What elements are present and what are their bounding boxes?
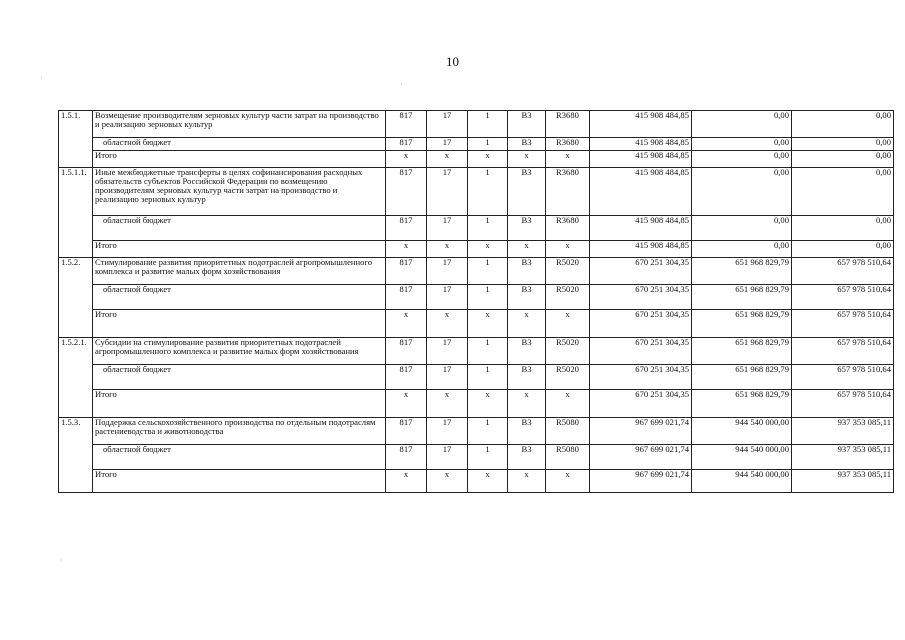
classification-code-c2: 17 bbox=[427, 365, 468, 390]
amount-v1: 670 251 304,35 bbox=[590, 310, 692, 338]
item-name: областной бюджет bbox=[93, 285, 386, 310]
item-code: 1.5.3. bbox=[59, 418, 93, 493]
classification-code-c2: x bbox=[427, 151, 468, 168]
classification-code-c1: 817 bbox=[386, 285, 427, 310]
classification-code-c4: В3 bbox=[508, 111, 546, 138]
classification-code-c5: R5080 bbox=[546, 445, 590, 470]
amount-v2: 944 540 000,00 bbox=[692, 418, 792, 445]
table-row-budget bbox=[59, 445, 894, 470]
amount-v3: 657 978 510,64 bbox=[792, 310, 894, 338]
classification-code-c1: 817 bbox=[386, 445, 427, 470]
classification-code-c1: 817 bbox=[386, 168, 427, 216]
amount-v2: 0,00 bbox=[692, 168, 792, 216]
amount-v1: 415 908 484,85 bbox=[590, 138, 692, 151]
classification-code-c1: 817 bbox=[386, 258, 427, 285]
amount-v2: 0,00 bbox=[692, 151, 792, 168]
amount-v3: 937 353 085,11 bbox=[792, 470, 894, 493]
item-name: Итого bbox=[93, 470, 386, 493]
item-name: Итого bbox=[93, 241, 386, 258]
classification-code-c1: x bbox=[386, 310, 427, 338]
amount-v3: 657 978 510,64 bbox=[792, 258, 894, 285]
amount-v3: 0,00 bbox=[792, 241, 894, 258]
classification-code-c4: x bbox=[508, 310, 546, 338]
classification-code-c4: x bbox=[508, 241, 546, 258]
classification-code-c4: В3 bbox=[508, 168, 546, 216]
classification-code-c5: R5020 bbox=[546, 365, 590, 390]
amount-v2: 0,00 bbox=[692, 216, 792, 241]
table-row-total bbox=[59, 310, 894, 338]
amount-v2: 651 968 829,79 bbox=[692, 390, 792, 418]
item-name: областной бюджет bbox=[93, 365, 386, 390]
classification-code-c1: 817 bbox=[386, 365, 427, 390]
item-code: 1.5.2. bbox=[59, 258, 93, 338]
classification-code-c5: x bbox=[546, 310, 590, 338]
amount-v3: 0,00 bbox=[792, 216, 894, 241]
classification-code-c5: R3680 bbox=[546, 138, 590, 151]
amount-v3: 0,00 bbox=[792, 151, 894, 168]
classification-code-c1: 817 bbox=[386, 111, 427, 138]
classification-code-c1: 817 bbox=[386, 216, 427, 241]
table-row-item bbox=[59, 338, 894, 365]
table-row-item bbox=[59, 168, 894, 216]
classification-code-c1: x bbox=[386, 241, 427, 258]
classification-code-c5: R3680 bbox=[546, 216, 590, 241]
classification-code-c2: x bbox=[427, 390, 468, 418]
amount-v3: 0,00 bbox=[792, 168, 894, 216]
classification-code-c1: x bbox=[386, 470, 427, 493]
item-name: Возмещение производителям зерновых культур части затрат на производство и реализацию зерновых культур bbox=[93, 111, 386, 138]
amount-v1: 670 251 304,35 bbox=[590, 338, 692, 365]
table-row-budget bbox=[59, 138, 894, 151]
classification-code-c3: x bbox=[468, 390, 508, 418]
classification-code-c1: x bbox=[386, 390, 427, 418]
classification-code-c2: 17 bbox=[427, 168, 468, 216]
amount-v2: 651 968 829,79 bbox=[692, 285, 792, 310]
table-row-item bbox=[59, 111, 894, 138]
classification-code-c5: R5020 bbox=[546, 258, 590, 285]
classification-code-c1: 817 bbox=[386, 138, 427, 151]
classification-code-c4: В3 bbox=[508, 338, 546, 365]
table-row-item bbox=[59, 258, 894, 285]
classification-code-c2: 17 bbox=[427, 111, 468, 138]
item-name: Субсидии на стимулирование развития приоритетных подотраслей агропромышленного комплекса и развитие малых форм хозяйствования bbox=[93, 338, 386, 365]
classification-code-c4: В3 bbox=[508, 445, 546, 470]
classification-code-c2: 17 bbox=[427, 258, 468, 285]
classification-code-c2: 17 bbox=[427, 216, 468, 241]
amount-v1: 670 251 304,35 bbox=[590, 365, 692, 390]
classification-code-c3: 1 bbox=[468, 216, 508, 241]
amount-v2: 651 968 829,79 bbox=[692, 310, 792, 338]
amount-v1: 415 908 484,85 bbox=[590, 241, 692, 258]
classification-code-c5: R5080 bbox=[546, 418, 590, 445]
classification-code-c1: 817 bbox=[386, 338, 427, 365]
amount-v3: 657 978 510,64 bbox=[792, 285, 894, 310]
classification-code-c2: 17 bbox=[427, 138, 468, 151]
classification-code-c1: x bbox=[386, 151, 427, 168]
item-name: областной бюджет bbox=[93, 216, 386, 241]
classification-code-c4: В3 bbox=[508, 138, 546, 151]
amount-v1: 670 251 304,35 bbox=[590, 258, 692, 285]
scan-speck: · bbox=[40, 74, 43, 83]
classification-code-c3: 1 bbox=[468, 418, 508, 445]
classification-code-c4: В3 bbox=[508, 285, 546, 310]
amount-v1: 967 699 021,74 bbox=[590, 418, 692, 445]
amount-v3: 657 978 510,64 bbox=[792, 390, 894, 418]
classification-code-c3: 1 bbox=[468, 258, 508, 285]
scan-speck: · bbox=[60, 556, 63, 565]
classification-code-c5: x bbox=[546, 241, 590, 258]
amount-v3: 937 353 085,11 bbox=[792, 418, 894, 445]
item-name: областной бюджет bbox=[93, 445, 386, 470]
classification-code-c3: 1 bbox=[468, 445, 508, 470]
classification-code-c5: x bbox=[546, 470, 590, 493]
item-name: Поддержка сельскохозяйственного производства по отдельным подотраслям растениеводства и животноводства bbox=[93, 418, 386, 445]
amount-v3: 657 978 510,64 bbox=[792, 365, 894, 390]
table-row-item bbox=[59, 418, 894, 445]
amount-v1: 415 908 484,85 bbox=[590, 151, 692, 168]
classification-code-c3: x bbox=[468, 310, 508, 338]
classification-code-c3: x bbox=[468, 241, 508, 258]
item-code: 1.5.1. bbox=[59, 111, 93, 168]
amount-v3: 657 978 510,64 bbox=[792, 338, 894, 365]
amount-v2: 651 968 829,79 bbox=[692, 258, 792, 285]
amount-v2: 0,00 bbox=[692, 138, 792, 151]
item-name: Итого bbox=[93, 310, 386, 338]
classification-code-c4: x bbox=[508, 151, 546, 168]
classification-code-c5: R3680 bbox=[546, 168, 590, 216]
table-row-budget bbox=[59, 216, 894, 241]
classification-code-c5: R5020 bbox=[546, 285, 590, 310]
table-row-budget bbox=[59, 365, 894, 390]
classification-code-c5: x bbox=[546, 390, 590, 418]
amount-v3: 937 353 085,11 bbox=[792, 445, 894, 470]
item-name: Иные межбюджетные трансферты в целях софинансирования расходных обязательств субъектов Российской Федерации по возмещению производителям зерновых культур части затрат на производство и реализацию зерновых культур bbox=[93, 168, 386, 216]
classification-code-c5: R3680 bbox=[546, 111, 590, 138]
item-name: Итого bbox=[93, 151, 386, 168]
classification-code-c3: 1 bbox=[468, 338, 508, 365]
amount-v2: 0,00 bbox=[692, 111, 792, 138]
amount-v2: 944 540 000,00 bbox=[692, 470, 792, 493]
item-code: 1.5.1.1. bbox=[59, 168, 93, 258]
classification-code-c3: 1 bbox=[468, 138, 508, 151]
classification-code-c3: 1 bbox=[468, 365, 508, 390]
amount-v1: 415 908 484,85 bbox=[590, 111, 692, 138]
item-name: Стимулирование развития приоритетных подотраслей агропромышленного комплекса и развитие малых форм хозяйствования bbox=[93, 258, 386, 285]
classification-code-c2: 17 bbox=[427, 285, 468, 310]
amount-v1: 967 699 021,74 bbox=[590, 470, 692, 493]
amount-v1: 670 251 304,35 bbox=[590, 390, 692, 418]
classification-code-c3: 1 bbox=[468, 285, 508, 310]
amount-v3: 0,00 bbox=[792, 138, 894, 151]
classification-code-c2: 17 bbox=[427, 418, 468, 445]
amount-v2: 944 540 000,00 bbox=[692, 445, 792, 470]
item-name: Итого bbox=[93, 390, 386, 418]
classification-code-c2: x bbox=[427, 470, 468, 493]
budget-table bbox=[58, 110, 894, 493]
classification-code-c2: 17 bbox=[427, 445, 468, 470]
table-row-total bbox=[59, 151, 894, 168]
amount-v1: 415 908 484,85 bbox=[590, 216, 692, 241]
classification-code-c4: В3 bbox=[508, 418, 546, 445]
item-code: 1.5.2.1. bbox=[59, 338, 93, 418]
amount-v3: 0,00 bbox=[792, 111, 894, 138]
scan-speck: · bbox=[400, 80, 403, 89]
amount-v1: 967 699 021,74 bbox=[590, 445, 692, 470]
amount-v1: 670 251 304,35 bbox=[590, 285, 692, 310]
classification-code-c3: x bbox=[468, 470, 508, 493]
classification-code-c4: В3 bbox=[508, 216, 546, 241]
classification-code-c3: 1 bbox=[468, 168, 508, 216]
classification-code-c4: x bbox=[508, 390, 546, 418]
classification-code-c4: x bbox=[508, 470, 546, 493]
item-name: областной бюджет bbox=[93, 138, 386, 151]
amount-v2: 651 968 829,79 bbox=[692, 365, 792, 390]
amount-v1: 415 908 484,85 bbox=[590, 168, 692, 216]
classification-code-c4: В3 bbox=[508, 258, 546, 285]
classification-code-c2: x bbox=[427, 241, 468, 258]
classification-code-c2: x bbox=[427, 310, 468, 338]
classification-code-c5: R5020 bbox=[546, 338, 590, 365]
table-row-total bbox=[59, 470, 894, 493]
table-row-total bbox=[59, 241, 894, 258]
classification-code-c1: 817 bbox=[386, 418, 427, 445]
table-row-total bbox=[59, 390, 894, 418]
amount-v2: 0,00 bbox=[692, 241, 792, 258]
classification-code-c3: 1 bbox=[468, 111, 508, 138]
amount-v2: 651 968 829,79 bbox=[692, 338, 792, 365]
classification-code-c5: x bbox=[546, 151, 590, 168]
table-row-budget bbox=[59, 285, 894, 310]
classification-code-c4: В3 bbox=[508, 365, 546, 390]
classification-code-c2: 17 bbox=[427, 338, 468, 365]
classification-code-c3: x bbox=[468, 151, 508, 168]
page-number: 10 bbox=[446, 54, 459, 69]
